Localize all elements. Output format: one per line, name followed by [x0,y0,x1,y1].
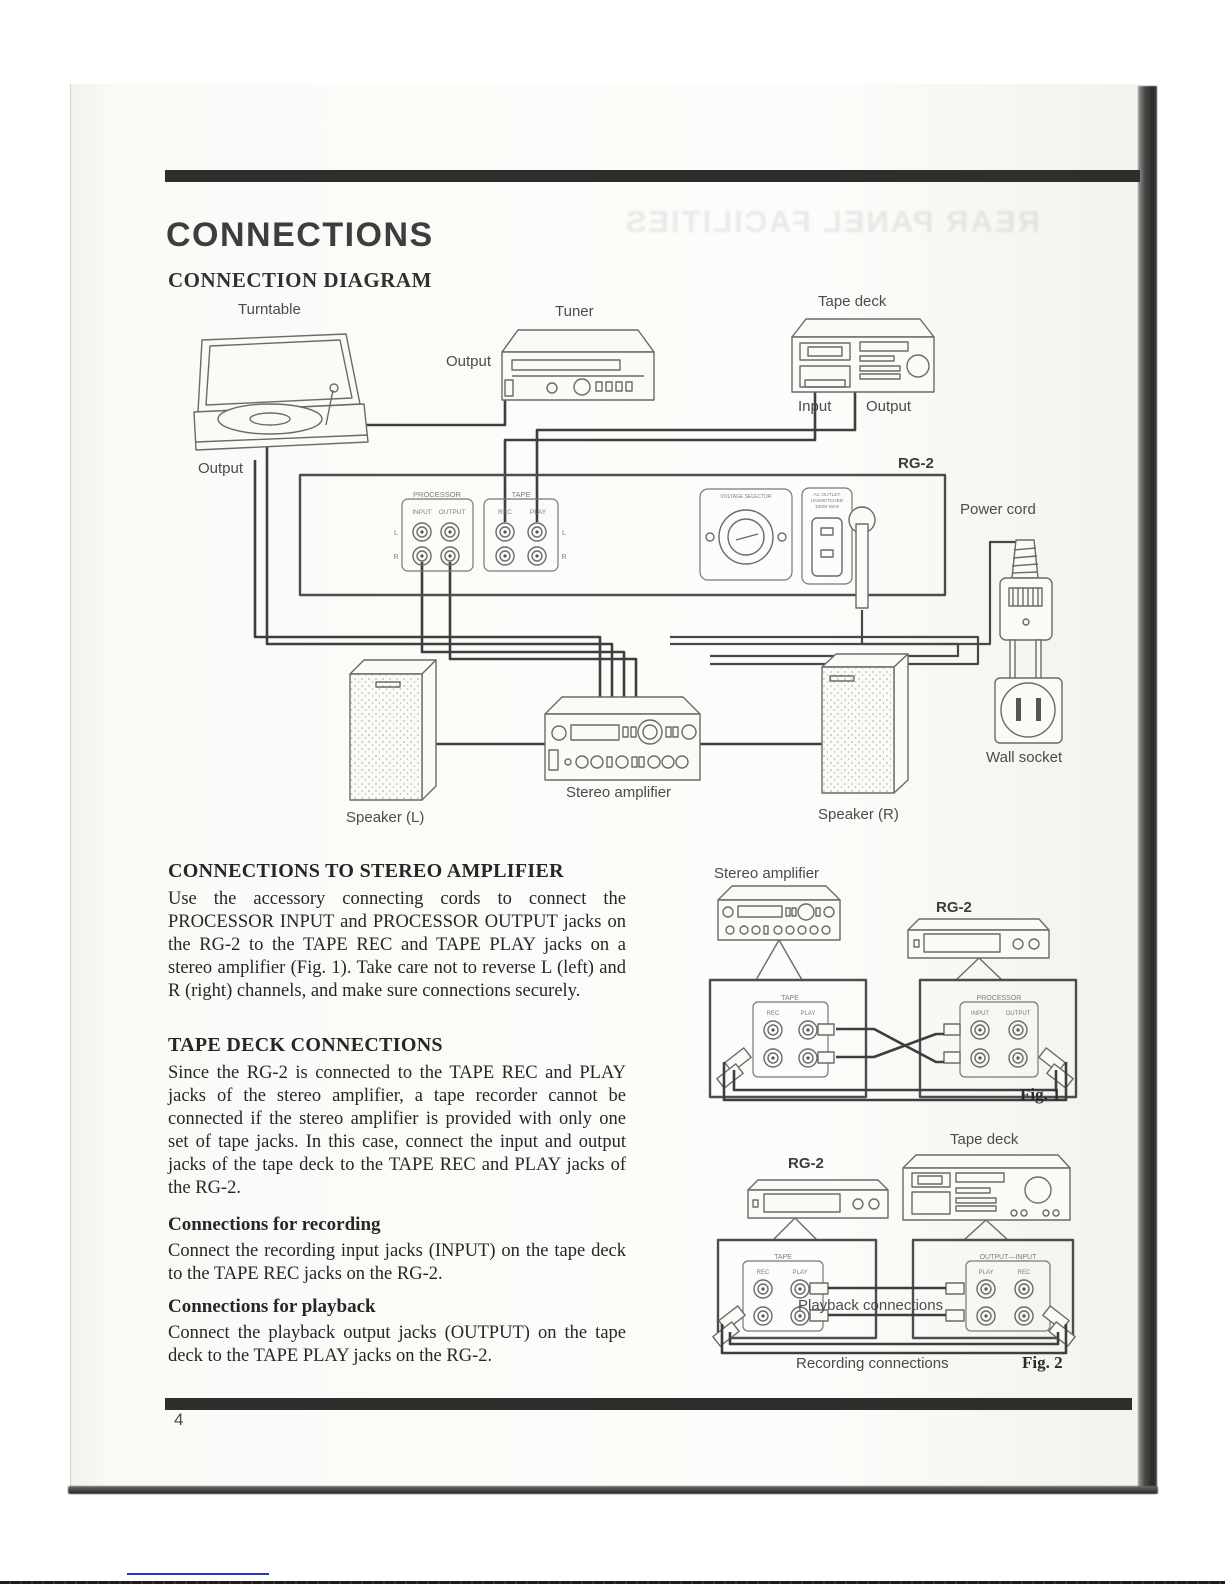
turntable-output-label: Output [198,460,244,477]
fig1-panels [710,940,1076,1097]
fig2-rec2-label: REC [1017,1270,1031,1276]
fig2-output-input-label: OUTPUT—INPUT [979,1254,1037,1261]
ac-outlet-label-1: AC OUTLET [813,493,841,498]
tape-l-label: L [562,530,566,537]
section-subheading: Connections for playback [168,1296,376,1317]
tape-group-label: TAPE [511,490,531,499]
ac-outlet-label-3: 100W MAX [814,505,840,510]
section-connections-for-recording [168,1214,626,1236]
power-plug-drawing [1000,540,1052,682]
fig2-rec-label: REC [756,1270,770,1276]
figure-1 [698,862,1093,1107]
section-subheading: Connections for recording [168,1214,381,1235]
fig2-tape-deck-label: Tape deck [950,1131,1019,1148]
processor-r-label: R [393,554,399,561]
speaker-left-drawing [350,660,436,800]
fig1-rg2-drawing [908,919,1049,958]
page-number: 4 [174,1410,184,1429]
stereo-amplifier-drawing [545,697,700,780]
section-body [168,1322,626,1368]
figure-2 [698,1128,1093,1373]
rg2-rear-panel [300,475,945,608]
turntable-label: Turntable [238,301,301,318]
fig2-caption: Fig. 2 [1022,1353,1063,1372]
tape-deck-drawing [792,319,934,392]
processor-group-label: PROCESSOR [413,490,461,499]
fig1-rec-label: REC [766,1011,780,1017]
fig2-tape-deck-drawing [903,1155,1070,1220]
fig2-recording-label: Recording connections [796,1355,949,1372]
fig1-amp-label: Stereo amplifier [714,865,820,882]
stereo-amplifier-label: Stereo amplifier [566,784,672,801]
bleed-through-text: REAR PANEL FACILITIES [623,204,1040,239]
wall-socket-drawing [995,678,1062,743]
tape-input-label: Input [798,398,832,415]
turntable-drawing [194,334,368,450]
tuner-drawing [502,330,654,400]
fig2-playback-label: Playback connections [798,1297,944,1314]
page-edge-shadow-right [1138,86,1157,1490]
speaker-right-label: Speaker (R) [818,806,899,823]
fig2-rg2-drawing [748,1180,888,1218]
section-tape-deck-connections [168,1034,626,1057]
section-connections-to-stereo-amplifier [168,860,626,883]
processor-input-label: INPUT [412,509,432,516]
fig1-play-label: PLAY [800,1011,816,1017]
paragraph: Connect the playback output jacks (OUTPUT) on the tape deck to the TAPE PLAY jacks on the RG-2. [168,1323,626,1366]
speaker-right-drawing [822,654,908,793]
fig1-caption: Fig. 1 [1020,1085,1061,1104]
fig1-output-label: OUTPUT [1005,1011,1031,1017]
tape-rec-label: REC [498,509,512,516]
fig1-processor-label: PROCESSOR [976,995,1022,1002]
fig2-panels [713,1218,1075,1346]
fig2-tape-label: TAPE [774,1254,792,1261]
tape-deck-label: Tape deck [818,293,887,310]
fig1-cables [724,1029,1066,1100]
connection-diagram [150,292,1140,852]
page-title: CONNECTIONS [166,216,434,254]
top-rule [165,170,1140,182]
paragraph: Since the RG-2 is connected to the TAPE REC and PLAY jacks of the stereo amplifier, a tape recorder cannot be connected if the stereo amplifier is provided with only one set of tape jacks. In this case, connect the input and output jacks of the tape deck to the TAPE REC and PLAY jacks of the RG-2. [168,1063,626,1198]
fig2-rg2-label: RG-2 [788,1155,824,1172]
tuner-output-label: Output [446,353,492,370]
processor-output-label: OUTPUT [438,509,466,516]
processor-l-label: L [394,530,398,537]
tape-r-label: R [561,554,567,561]
wall-socket-label: Wall socket [986,749,1063,766]
page-edge-shadow-bottom [68,1486,1158,1494]
section-body [168,1062,626,1200]
voltage-selector-label: VOLTAGE SELECTOR [720,494,772,500]
section-title: CONNECTION DIAGRAM [168,268,432,292]
fig2-play-label: PLAY [792,1270,808,1276]
section-connections-for-playback [168,1296,626,1318]
section-heading: CONNECTIONS TO STEREO AMPLIFIER [168,860,564,882]
section-heading: TAPE DECK CONNECTIONS [168,1034,443,1056]
rg2-label: RG-2 [898,455,934,472]
tuner-label: Tuner [555,303,594,320]
fig1-input-label: INPUT [971,1011,989,1017]
fig1-rg2-label: RG-2 [936,899,972,916]
fig2-play2-label: PLAY [978,1270,994,1276]
tape-play-label: PLAY [529,509,547,516]
speaker-left-label: Speaker (L) [346,809,425,826]
section-body [168,1240,626,1286]
fig1-tape-label: TAPE [781,995,799,1002]
power-cord-label: Power cord [960,501,1036,518]
section-body [168,888,626,1003]
fig1-amp-drawing [718,886,840,940]
ac-outlet-label-2: UNSWITCHED [810,499,844,504]
bottom-rule [165,1398,1132,1410]
tape-output-label: Output [866,398,912,415]
paragraph: Connect the recording input jacks (INPUT) on the tape deck to the TAPE REC jacks on the RG-2. [168,1241,626,1284]
paragraph: Use the accessory connecting cords to connect the PROCESSOR INPUT and PROCESSOR OUTPUT jacks on the RG-2 to the TAPE REC and TAPE PLAY jacks on a stereo amplifier (Fig. 1). Take care not to reverse L (left) and R (right) channels, and make sure connections securely. [168,889,626,1001]
screenshot-bottom-edge [0,1581,1225,1584]
blue-underline-mark [127,1573,269,1575]
